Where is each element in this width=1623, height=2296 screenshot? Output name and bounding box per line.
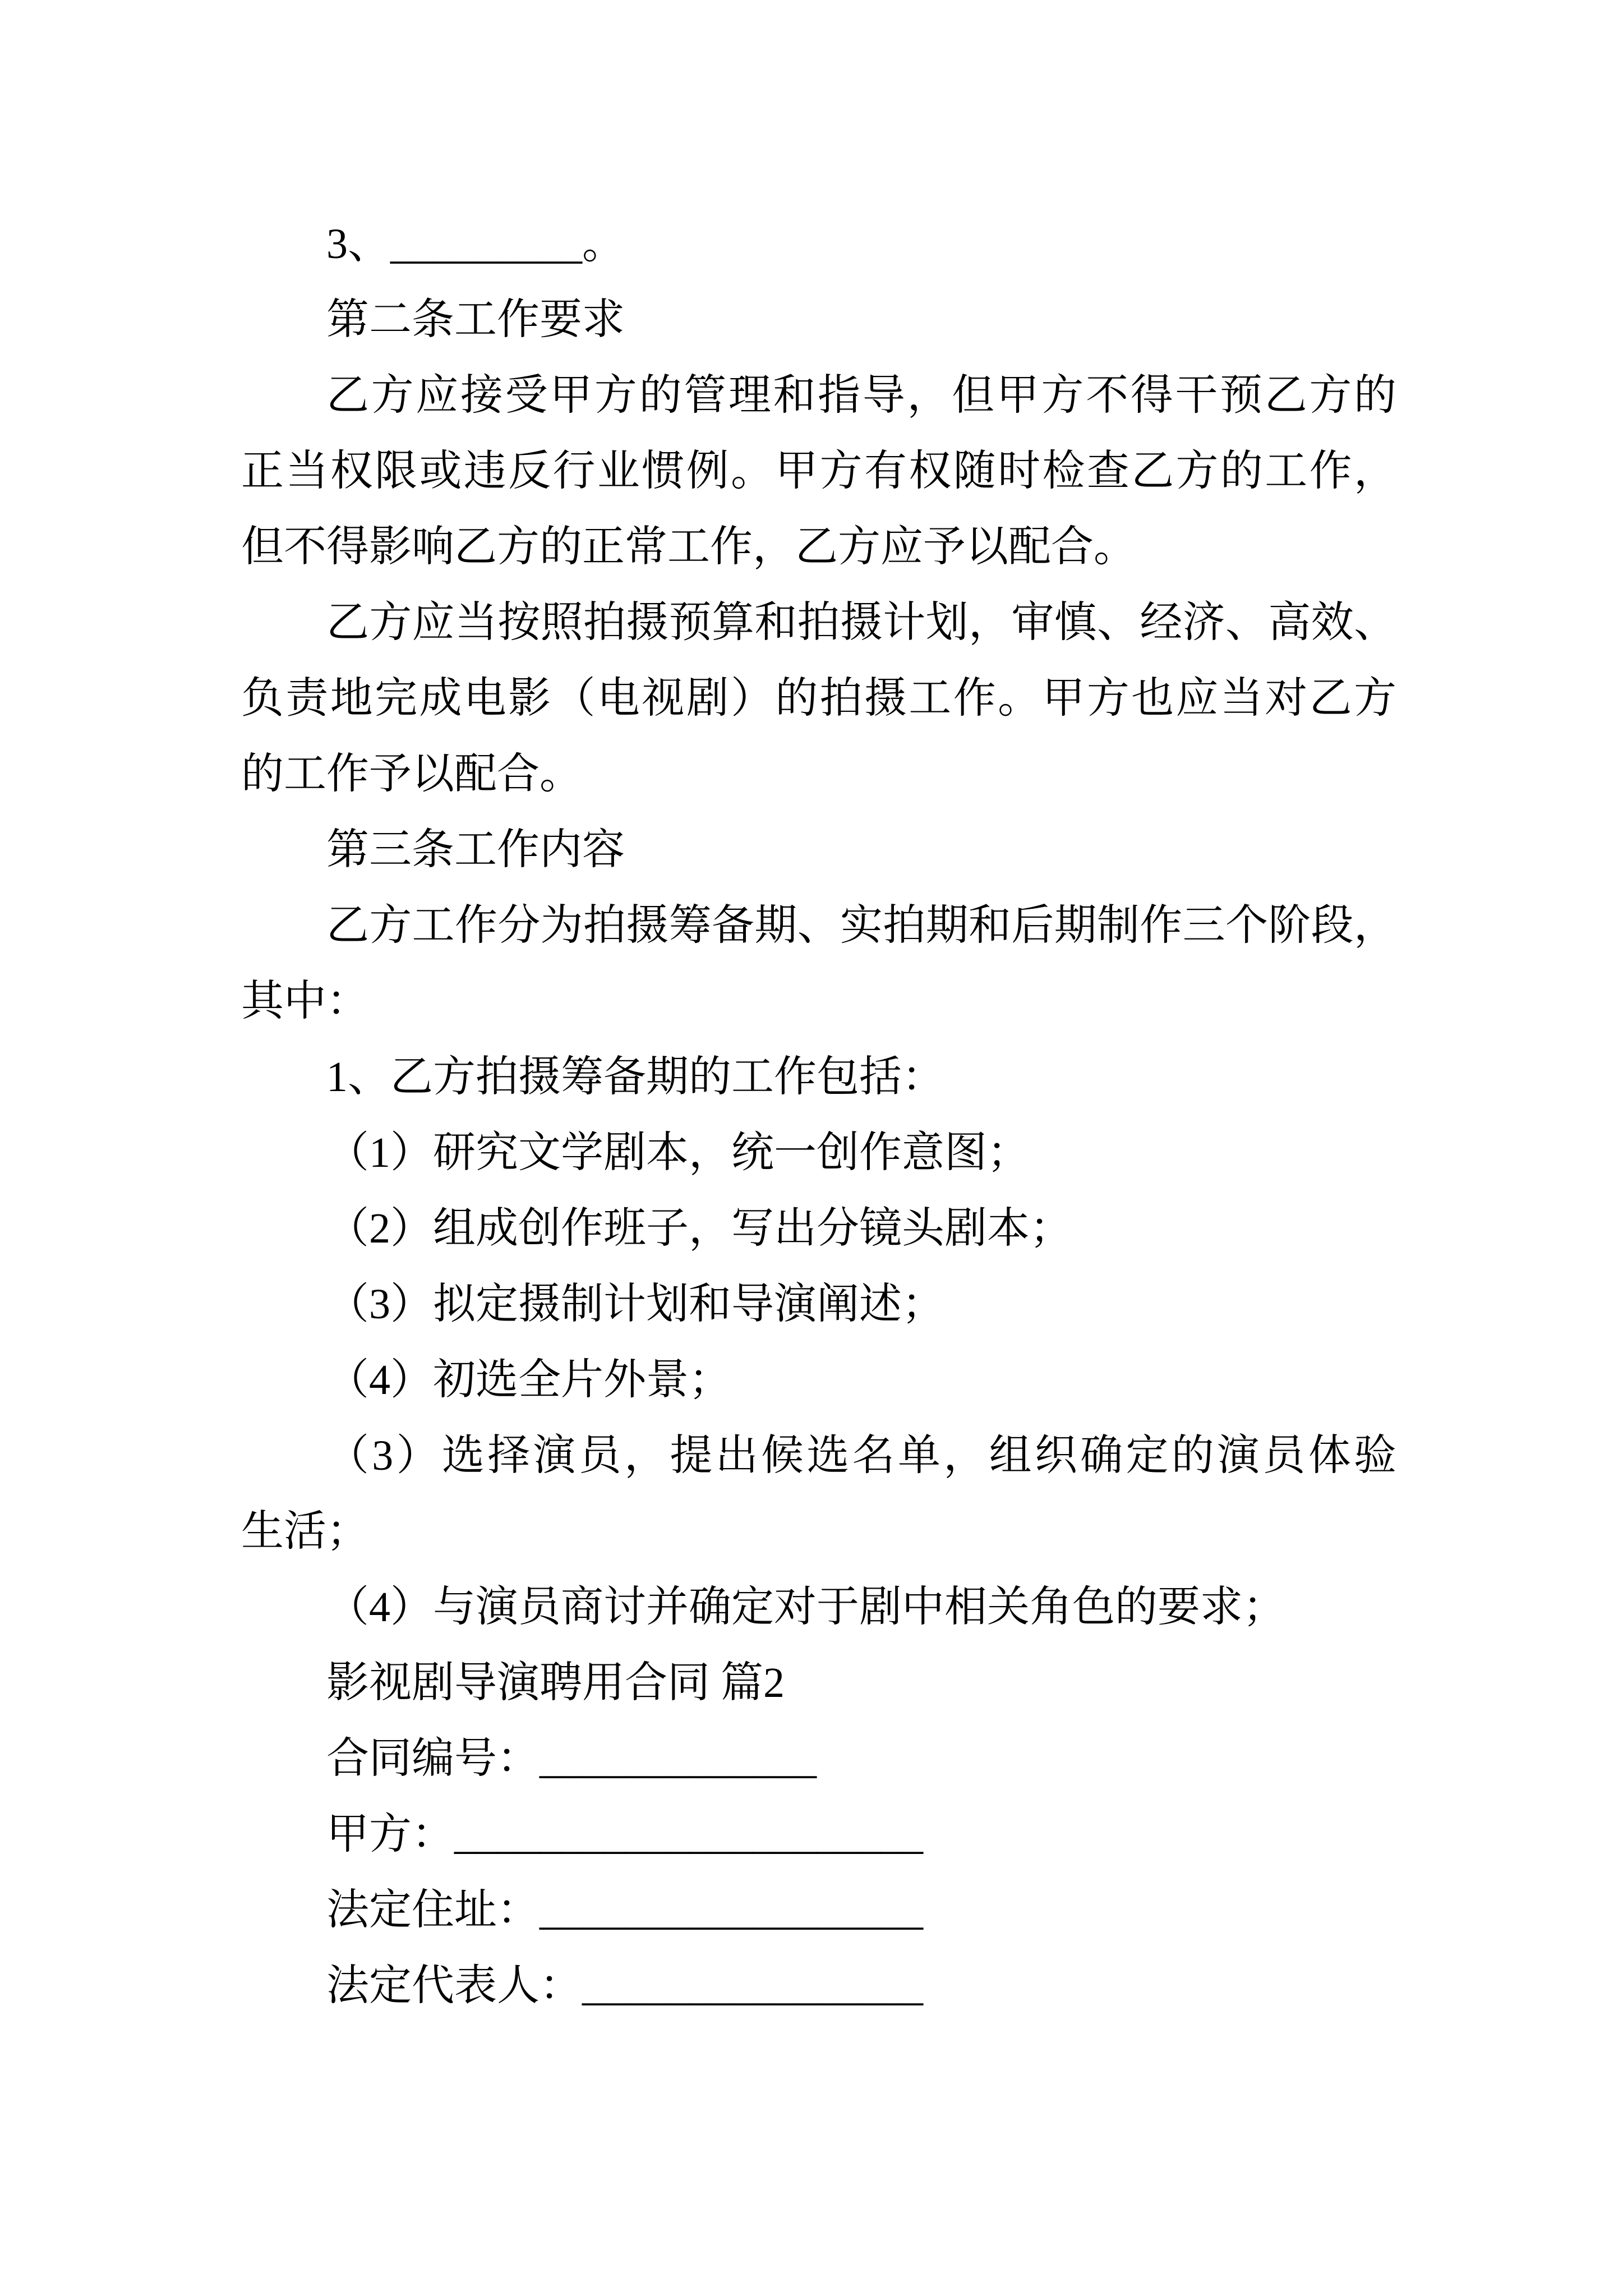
doc-line: 其中： bbox=[241, 978, 369, 1025]
doc-line-item-3: （3）拟定摄制计划和导演阐述； bbox=[326, 1281, 944, 1328]
doc-line-item-4: （4）初选全片外景； bbox=[326, 1356, 731, 1404]
doc-line-legal-address: 法定住址：__________________ bbox=[326, 1887, 923, 1934]
doc-line: 乙方应当按照拍摄预算和拍摄计划，审慎、经济、高效、 bbox=[326, 599, 1396, 646]
doc-line-article3-heading: 第三条工作内容 bbox=[326, 826, 625, 873]
doc-line: 乙方工作分为拍摄筹备期、实拍期和后期制作三个阶段， bbox=[326, 902, 1396, 949]
doc-line-contract-number: 合同编号：_____________ bbox=[326, 1735, 817, 1782]
doc-line: 的工作予以配合。 bbox=[241, 751, 582, 798]
doc-line-party-a: 甲方：______________________ bbox=[326, 1811, 923, 1858]
doc-line-item-5: （3）选择演员，提出候选名单，组织确定的演员体验 bbox=[326, 1432, 1396, 1479]
doc-line: 乙方应接受甲方的管理和指导，但甲方不得干预乙方的 bbox=[326, 372, 1396, 419]
doc-line: 但不得影响乙方的正常工作，乙方应予以配合。 bbox=[241, 523, 1136, 570]
doc-line: 生活； bbox=[241, 1508, 369, 1555]
document-text-block bbox=[241, 206, 1396, 2024]
doc-line: 负责地完成电影（电视剧）的拍摄工作。甲方也应当对乙方 bbox=[241, 675, 1396, 722]
doc-line-legal-representative: 法定代表人：________________ bbox=[326, 1962, 923, 2009]
doc-line: 正当权限或违反行业惯例。甲方有权随时检查乙方的工作， bbox=[241, 448, 1396, 495]
doc-line-item-1: （1）研究文学剧本，统一创作意图； bbox=[326, 1129, 1030, 1176]
doc-line-part2-title: 影视剧导演聘用合同 篇2 bbox=[326, 1659, 785, 1706]
doc-line-article2-heading: 第二条工作要求 bbox=[326, 296, 625, 343]
doc-line-list-intro: 1、乙方拍摄筹备期的工作包括： bbox=[326, 1053, 944, 1101]
doc-line-item-6: （4）与演员商讨并确定对于剧中相关角色的要求； bbox=[326, 1584, 1285, 1631]
doc-line-item-2: （2）组成创作班子，写出分镜头剧本； bbox=[326, 1205, 1072, 1252]
doc-line: 3、_________。 bbox=[326, 220, 625, 268]
